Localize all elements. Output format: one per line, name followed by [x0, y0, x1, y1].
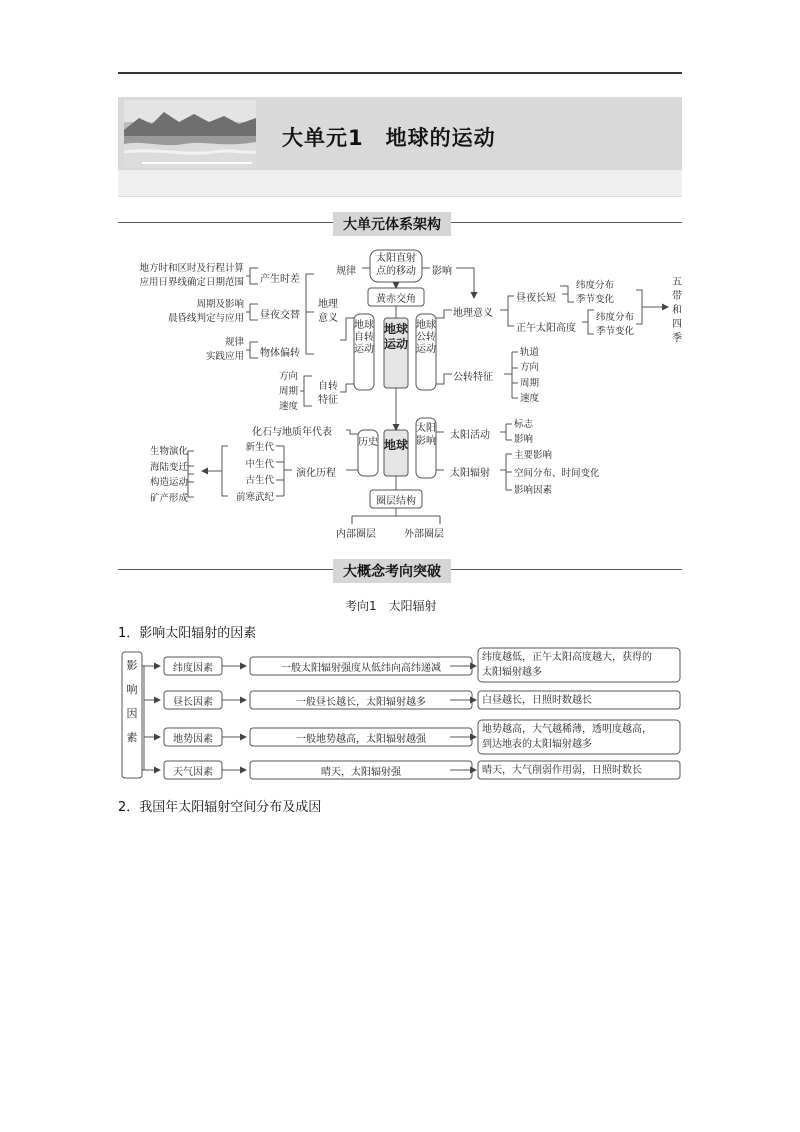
nh-item-2: 季节变化 — [596, 326, 635, 337]
day-length-label: 昼夜长短 — [516, 293, 556, 304]
general-rule: 晴天，太阳辐射强 — [321, 767, 401, 778]
outer-layer-label: 外部圈层 — [404, 529, 444, 540]
time-diff-label: 产生时差 — [260, 274, 300, 285]
rad-item-3: 影响因素 — [514, 485, 553, 496]
rev-item-2: 方向 — [520, 362, 540, 374]
factor-label: 昼长因素 — [173, 697, 213, 708]
inner-layer-label: 内部圈层 — [336, 529, 376, 540]
def-item-1: 规律 — [224, 337, 244, 348]
radiation-label: 太阳辐射 — [450, 468, 490, 479]
era-2: 中生代 — [245, 458, 274, 470]
time-item-2: 应用日界线确定日期范围 — [139, 277, 244, 288]
history-label: 历史 — [358, 437, 378, 448]
item-heading-2: 2．我国年太阳辐射空间分布及成因 — [118, 800, 322, 815]
nh-item-1: 纬度分布 — [596, 312, 635, 323]
geo-meaning-left-1: 地理 — [318, 299, 338, 310]
geo-meaning-right: 地理意义 — [453, 308, 493, 319]
zones-1: 五 — [672, 277, 682, 288]
rot-item-2: 周期 — [278, 386, 298, 397]
era-3: 古生代 — [245, 475, 274, 486]
center-bottom-label: 地球 — [384, 438, 409, 452]
revolution-label: 地球公转运动 — [416, 320, 436, 355]
dl-item-2: 季节变化 — [576, 294, 615, 305]
factor-label: 地势因素 — [173, 734, 213, 745]
sun-influence-label: 太阳影响 — [416, 423, 436, 447]
general-rule: 一般太阳辐射强度从低纬向高纬递减 — [281, 663, 441, 674]
general-rule: 一般昼长越长，太阳辐射越多 — [296, 697, 426, 708]
zones-3: 和 — [672, 305, 682, 316]
act-item-2: 影响 — [514, 434, 534, 445]
rot-feature-1: 自转 — [318, 381, 338, 392]
act-item-1: 标志 — [514, 419, 534, 430]
evo-item-4: 矿产形成 — [149, 492, 188, 504]
section-title-framework: 大单元体系架构 — [333, 212, 451, 236]
zones-2: 带 — [672, 291, 682, 302]
activity-label: 太阳活动 — [450, 430, 490, 441]
evo-item-3: 构造运动 — [149, 477, 188, 488]
layers-label: 圈层结构 — [376, 496, 416, 507]
factor-label: 天气因素 — [173, 767, 213, 778]
rev-feature-label: 公转特征 — [453, 372, 493, 383]
dn-item-2: 晨昏线判定与应用 — [167, 313, 244, 324]
law-label: 规律 — [336, 266, 356, 277]
result-line: 到达地表的太阳辐射越多 — [482, 739, 592, 750]
general-rule: 一般地势越高，太阳辐射越强 — [296, 734, 426, 745]
geo-meaning-left-2: 意义 — [318, 313, 338, 324]
result-text — [482, 650, 678, 680]
section-title-breakthrough: 大概念考向突破 — [333, 559, 451, 583]
dl-item-1: 纬度分布 — [576, 280, 615, 291]
era-1: 新生代 — [245, 442, 274, 453]
fossil-label: 化石与地质年代表 — [252, 427, 332, 438]
result-text — [482, 763, 678, 778]
day-night-label: 昼夜交替 — [260, 310, 300, 321]
evolution-label: 演化历程 — [296, 468, 336, 479]
zones-4: 四 — [672, 319, 682, 330]
rev-item-3: 周期 — [520, 377, 540, 389]
direction-title: 考向1 太阳辐射 — [345, 599, 437, 613]
rotation-label: 地球自转运动 — [354, 320, 374, 355]
center-top-label: 地球运动 — [384, 322, 409, 351]
evo-item-2: 海陆变迁 — [149, 461, 188, 473]
rad-item-1: 主要影响 — [514, 450, 553, 461]
evo-item-1: 生物演化 — [149, 446, 188, 457]
result-line: 纬度越低，正午太阳高度越大，获得的 — [482, 652, 652, 663]
result-line: 晴天，大气削弱作用弱，日照时数长 — [482, 765, 642, 776]
factor-label: 纬度因素 — [173, 663, 213, 674]
sun-point-line2: 点的移动 — [376, 266, 416, 277]
noon-height-label: 正午太阳高度 — [516, 323, 576, 334]
deflection-label: 物体偏转 — [260, 348, 300, 359]
item-heading-1: 1．影响太阳辐射的因素 — [118, 626, 257, 641]
dn-item-1: 周期及影响 — [196, 299, 244, 310]
zones-5: 季 — [672, 333, 682, 344]
result-line: 地势越高，大气越稀薄，透明度越高， — [482, 724, 652, 735]
sun-point-line1: 太阳直射 — [376, 253, 416, 264]
result-line: 白昼越长，日照时数越长 — [482, 695, 592, 706]
result-text — [482, 693, 678, 708]
era-4: 前寒武纪 — [235, 491, 274, 503]
def-item-2: 实践应用 — [205, 351, 244, 362]
unit-title: 大单元1 地球的运动 — [282, 126, 496, 150]
factors-root-label: 影响因素 — [126, 659, 138, 744]
rev-item-1: 轨道 — [520, 347, 540, 358]
time-item-1: 地方时和区时及行程计算 — [139, 263, 244, 274]
result-line: 太阳辐射越多 — [482, 667, 542, 678]
ecliptic-label: 黄赤交角 — [376, 294, 416, 305]
rev-item-4: 速度 — [520, 392, 540, 404]
influence-label: 影响 — [432, 266, 452, 277]
rot-item-3: 速度 — [278, 401, 298, 412]
result-text — [482, 722, 678, 752]
rad-item-2: 空间分布、时间变化 — [514, 467, 600, 479]
rot-item-1: 方向 — [278, 371, 298, 382]
rot-feature-2: 特征 — [318, 395, 338, 406]
